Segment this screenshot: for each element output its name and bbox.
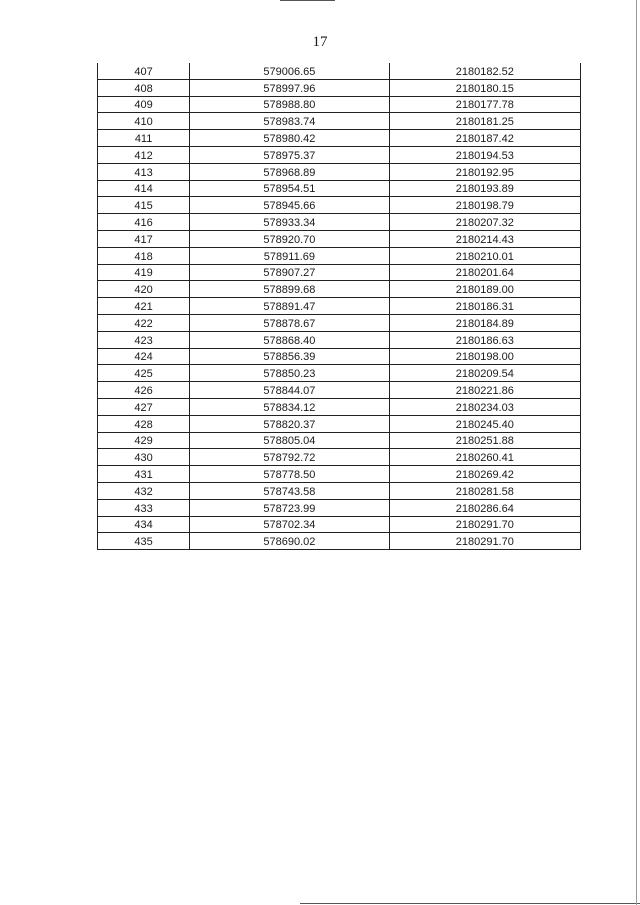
table-row (98, 415, 581, 432)
y-coordinate-cell: 2180180.15 (389, 79, 580, 96)
page-number: 17 (312, 34, 328, 50)
y-coordinate-cell: 2180245.40 (389, 415, 580, 432)
table-row (98, 146, 581, 163)
y-coordinate-cell: 2180177.78 (389, 96, 580, 113)
point-number-cell: 428 (98, 415, 190, 432)
x-coordinate-cell: 578743.58 (190, 482, 389, 499)
table-row (98, 180, 581, 197)
scan-artifact (280, 0, 335, 1)
point-number-cell: 410 (98, 113, 190, 130)
point-number-cell: 424 (98, 348, 190, 365)
y-coordinate-cell: 2180210.01 (389, 247, 580, 264)
scan-artifact (636, 0, 637, 905)
table-row (98, 247, 581, 264)
point-number-cell: 411 (98, 130, 190, 147)
point-number-cell: 419 (98, 264, 190, 281)
point-number-cell: 420 (98, 281, 190, 298)
table-row (98, 516, 581, 533)
table-row (98, 113, 581, 130)
point-number-cell: 426 (98, 382, 190, 399)
table-row (98, 96, 581, 113)
y-coordinate-cell: 2180207.32 (389, 214, 580, 231)
x-coordinate-cell: 578907.27 (190, 264, 389, 281)
x-coordinate-cell: 578792.72 (190, 449, 389, 466)
point-number-cell: 412 (98, 146, 190, 163)
table-row (98, 398, 581, 415)
x-coordinate-cell: 578988.80 (190, 96, 389, 113)
x-coordinate-cell: 578983.74 (190, 113, 389, 130)
table-row (98, 466, 581, 483)
y-coordinate-cell: 2180286.64 (389, 499, 580, 516)
table-row (98, 79, 581, 96)
coordinates-table-body (98, 63, 581, 550)
table-row (98, 382, 581, 399)
table-row (98, 197, 581, 214)
point-number-cell: 414 (98, 180, 190, 197)
point-number-cell: 427 (98, 398, 190, 415)
x-coordinate-cell: 578820.37 (190, 415, 389, 432)
point-number-cell: 408 (98, 79, 190, 96)
table-row (98, 281, 581, 298)
point-number-cell: 435 (98, 533, 190, 550)
y-coordinate-cell: 2180192.95 (389, 163, 580, 180)
x-coordinate-cell: 578778.50 (190, 466, 389, 483)
table-row (98, 130, 581, 147)
point-number-cell: 418 (98, 247, 190, 264)
x-coordinate-cell: 578997.96 (190, 79, 389, 96)
y-coordinate-cell: 2180269.42 (389, 466, 580, 483)
y-coordinate-cell: 2180209.54 (389, 365, 580, 382)
table-row (98, 449, 581, 466)
y-coordinate-cell: 2180221.86 (389, 382, 580, 399)
x-coordinate-cell: 578702.34 (190, 516, 389, 533)
y-coordinate-cell: 2180198.79 (389, 197, 580, 214)
y-coordinate-cell: 2180187.42 (389, 130, 580, 147)
y-coordinate-cell: 2180189.00 (389, 281, 580, 298)
point-number-cell: 422 (98, 314, 190, 331)
y-coordinate-cell: 2180184.89 (389, 314, 580, 331)
x-coordinate-cell: 578834.12 (190, 398, 389, 415)
x-coordinate-cell: 578844.07 (190, 382, 389, 399)
table-row (98, 533, 581, 550)
y-coordinate-cell: 2180182.52 (389, 63, 580, 79)
table-row (98, 365, 581, 382)
table-row (98, 298, 581, 315)
point-number-cell: 421 (98, 298, 190, 315)
point-number-cell: 433 (98, 499, 190, 516)
x-coordinate-cell: 578805.04 (190, 432, 389, 449)
point-number-cell: 407 (98, 63, 190, 79)
table-row (98, 264, 581, 281)
y-coordinate-cell: 2180214.43 (389, 230, 580, 247)
table-row (98, 432, 581, 449)
table-row (98, 63, 581, 79)
point-number-cell: 413 (98, 163, 190, 180)
x-coordinate-cell: 579006.65 (190, 63, 389, 79)
y-coordinate-cell: 2180181.25 (389, 113, 580, 130)
y-coordinate-cell: 2180193.89 (389, 180, 580, 197)
x-coordinate-cell: 578933.34 (190, 214, 389, 231)
y-coordinate-cell: 2180198.00 (389, 348, 580, 365)
table-row (98, 214, 581, 231)
table-row (98, 499, 581, 516)
point-number-cell: 434 (98, 516, 190, 533)
table-row (98, 348, 581, 365)
point-number-cell: 431 (98, 466, 190, 483)
table-row (98, 230, 581, 247)
table-row (98, 482, 581, 499)
table-row (98, 331, 581, 348)
x-coordinate-cell: 578856.39 (190, 348, 389, 365)
x-coordinate-cell: 578945.66 (190, 197, 389, 214)
point-number-cell: 415 (98, 197, 190, 214)
x-coordinate-cell: 578968.89 (190, 163, 389, 180)
x-coordinate-cell: 578975.37 (190, 146, 389, 163)
x-coordinate-cell: 578891.47 (190, 298, 389, 315)
x-coordinate-cell: 578723.99 (190, 499, 389, 516)
y-coordinate-cell: 2180251.88 (389, 432, 580, 449)
y-coordinate-cell: 2180194.53 (389, 146, 580, 163)
x-coordinate-cell: 578868.40 (190, 331, 389, 348)
coordinates-table (97, 63, 581, 550)
point-number-cell: 432 (98, 482, 190, 499)
x-coordinate-cell: 578690.02 (190, 533, 389, 550)
y-coordinate-cell: 2180260.41 (389, 449, 580, 466)
point-number-cell: 425 (98, 365, 190, 382)
y-coordinate-cell: 2180201.64 (389, 264, 580, 281)
point-number-cell: 417 (98, 230, 190, 247)
y-coordinate-cell: 2180291.70 (389, 533, 580, 550)
point-number-cell: 423 (98, 331, 190, 348)
y-coordinate-cell: 2180291.70 (389, 516, 580, 533)
y-coordinate-cell: 2180234.03 (389, 398, 580, 415)
y-coordinate-cell: 2180186.63 (389, 331, 580, 348)
point-number-cell: 409 (98, 96, 190, 113)
y-coordinate-cell: 2180186.31 (389, 298, 580, 315)
x-coordinate-cell: 578920.70 (190, 230, 389, 247)
scan-artifact (300, 903, 640, 904)
table-row (98, 314, 581, 331)
point-number-cell: 429 (98, 432, 190, 449)
x-coordinate-cell: 578911.69 (190, 247, 389, 264)
table-row (98, 163, 581, 180)
x-coordinate-cell: 578899.68 (190, 281, 389, 298)
x-coordinate-cell: 578878.67 (190, 314, 389, 331)
x-coordinate-cell: 578954.51 (190, 180, 389, 197)
point-number-cell: 416 (98, 214, 190, 231)
x-coordinate-cell: 578850.23 (190, 365, 389, 382)
y-coordinate-cell: 2180281.58 (389, 482, 580, 499)
point-number-cell: 430 (98, 449, 190, 466)
x-coordinate-cell: 578980.42 (190, 130, 389, 147)
